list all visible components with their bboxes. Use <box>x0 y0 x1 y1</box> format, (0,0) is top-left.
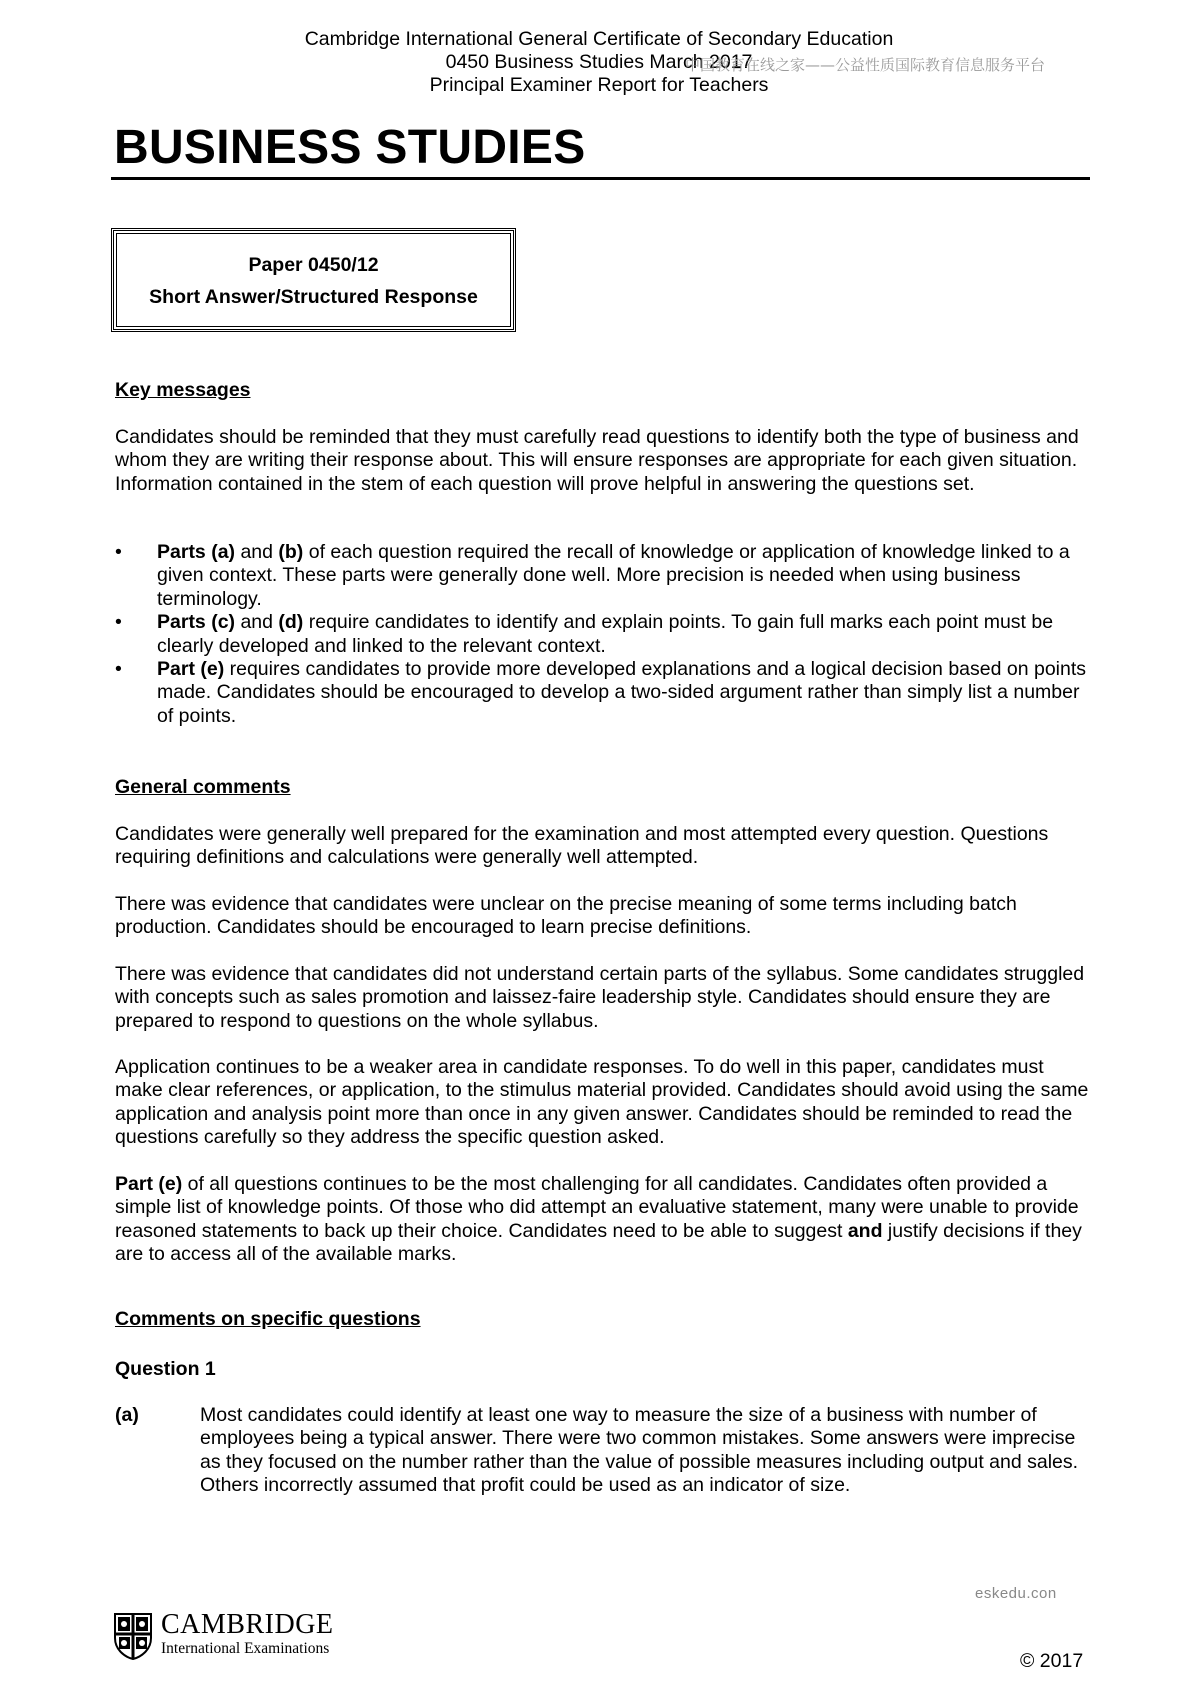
part-label: (a) <box>115 1404 139 1426</box>
cambridge-logo <box>113 1609 353 1662</box>
general-comments-p1: Candidates were generally well prepared for the examination and most attempted every question. Questions requiring definitions and calculations were generally well attempted. <box>115 823 1049 869</box>
list-item: • Parts (c) and (d) require candidates to identify and explain points. To gain full marks each point must be clearly developed and linked to the relevant context. <box>115 611 1054 657</box>
general-comments-p2: There was evidence that candidates were unclear on the precise meaning of some terms including batch production. Candidates should be encouraged to learn precise definitions. <box>115 893 1017 939</box>
specific-questions-heading: Comments on specific questions <box>115 1308 421 1330</box>
header-line-1: Cambridge International General Certificate of Secondary Education <box>304 28 894 50</box>
crest-icon <box>113 1612 153 1660</box>
header-line-2: 0450 Business Studies March 2017 <box>445 51 753 73</box>
key-messages-list <box>115 541 1095 728</box>
bullet-icon: • <box>115 658 122 681</box>
general-comments-heading: General comments <box>115 776 291 798</box>
page-title: BUSINESS STUDIES <box>114 121 586 174</box>
paper-type: Short Answer/Structured Response <box>149 286 478 308</box>
watermark-text: 中国教育在线之家——公益性质国际教育信息服务平台 <box>685 56 1046 74</box>
list-item: • Part (e) requires candidates to provide more developed explanations and a logical decision based on points made. Candidates should be encouraged to develop a two-sided argument rather than simply list a number of points. <box>115 658 1087 727</box>
general-comments-p3: There was evidence that candidates did not understand certain parts of the syllabus. Some candidates struggled with concepts such as sales promotion and laissez-faire leadership style. Candidates should ensure they are prepared to respond to questions on the whole syllabus. <box>115 963 1085 1032</box>
paper-info-box <box>111 228 516 332</box>
logo-name: CAMBRIDGE <box>161 1609 334 1640</box>
footer-url: eskedu.con <box>975 1585 1057 1602</box>
header-line-3: Principal Examiner Report for Teachers <box>429 74 769 96</box>
logo-subtitle: International Examinations <box>161 1640 330 1657</box>
bullet-icon: • <box>115 541 122 563</box>
key-messages-intro: Candidates should be reminded that they must carefully read questions to identify both the type of business and whom they are writing their response about. This will ensure responses are appropriate for each given situation. Information contained in the stem of each question will prove helpful in answering the questions set. <box>115 426 1079 495</box>
part-text: Most candidates could identify at least one way to measure the size of a business with number of employees being a typical answer. There were two common mistakes. Some answers were imprecise as they focused on the number rather than the value of possible measures including output and sales. Others incorrectly assumed that profit could be used as an indicator of size. <box>200 1404 1079 1497</box>
key-messages-heading: Key messages <box>115 379 251 401</box>
list-item: • Parts (a) and (b) of each question required the recall of knowledge or application of knowledge linked to a given context. These parts were generally done well. More precision is needed when using business terminology. <box>115 541 1070 610</box>
copyright: © 2017 <box>1020 1650 1084 1672</box>
paper-code: Paper 0450/12 <box>248 254 379 276</box>
general-comments-p4: Application continues to be a weaker area in candidate responses. To do well in this paper, candidates must make clear references, or application, to the stimulus material provided. Candidates should avoid using the same application and analysis point more than once in any given answer. Candidates should be reminded to read the questions carefully so they address the specific question asked. <box>115 1056 1089 1149</box>
bullet-icon: • <box>115 611 122 634</box>
question-label: Question 1 <box>115 1358 216 1380</box>
general-comments-p5: Part (e) of all questions continues to be the most challenging for all candidates. Candidates often provided a simple list of knowledge points. Of those who did attempt an evaluative statement, many were unable to provide reasoned statements to back up their choice. Candidates need to be able to suggest and justify decisions if they are to access all of the available marks. <box>115 1173 1082 1266</box>
title-divider <box>111 177 1090 180</box>
